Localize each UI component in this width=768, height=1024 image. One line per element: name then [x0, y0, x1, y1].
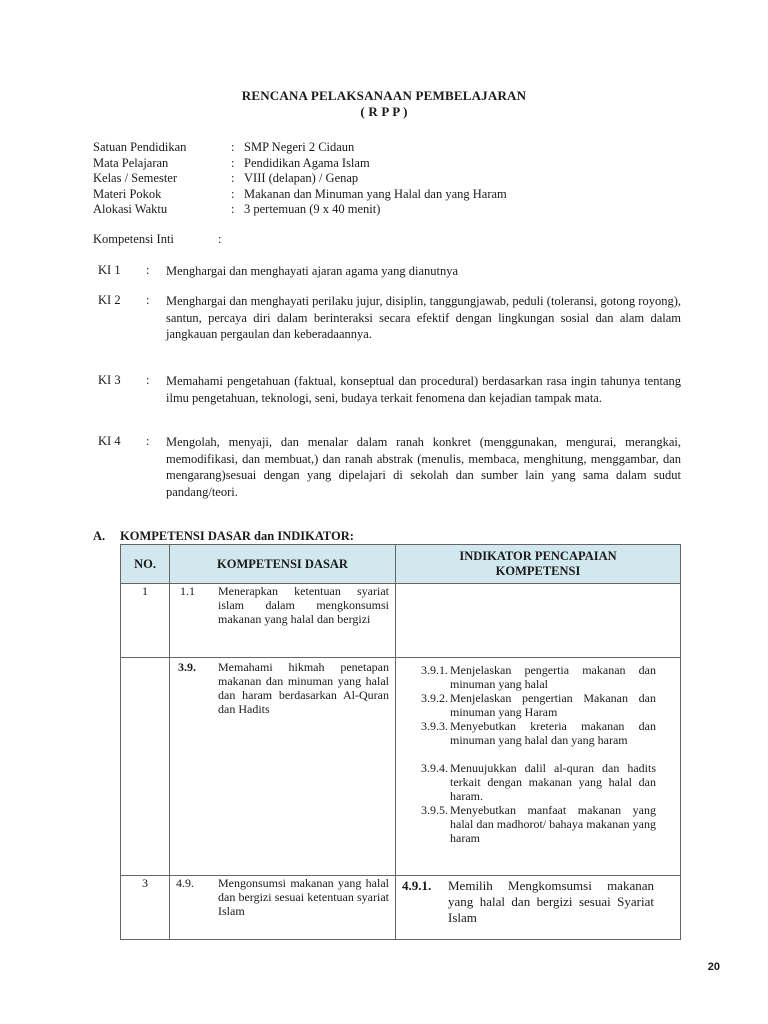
ki-text: Menghargai dan menghayati perilaku jujur, disiplin, tanggungjawab, peduli (toleransi, gotong royong), santun, percaya diri dalam berinteraksi secara efektif dengan lingkungan sosial dan alam dalam jangkauan pergaulan dan keberadaannya. — [166, 294, 681, 341]
indicator-text: Menyebutkan kreteria makanan dan minuman yang halal dan yang haram — [450, 719, 656, 747]
identity-sep: : — [231, 202, 235, 216]
ki-text: Memahami pengetahuan (faktual, konseptual dan procedural) berdasarkan rasa ingin tahunya tentang ilmu pengetahuan, teknologi, seni, budaya terkait fenomena dan kejadian tampak mata. — [166, 374, 681, 405]
ki-sep: : — [146, 263, 150, 277]
identity-label: Materi Pokok — [93, 186, 162, 201]
kd-text: Memahami hikmah penetapan makanan dan minuman yang halal dan haram berdasarkan Al-Quran dan Hadits — [218, 660, 389, 716]
kd-text: Mengonsumsi makanan yang halal dan bergizi sesuai ketentuan syariat Islam — [218, 876, 389, 918]
row-no-text: 1 — [142, 584, 148, 598]
indicator-text: Menyebutkan manfaat makanan yang halal dan madhorot/ bahaya makanan yang haram — [450, 803, 656, 845]
ki-sep: : — [146, 434, 150, 448]
indicator-item — [396, 663, 680, 691]
ki-code: KI 2 — [98, 293, 121, 307]
identity-label: Alokasi Waktu — [93, 202, 168, 216]
identity-row — [93, 156, 507, 172]
section-letter: A. — [93, 529, 106, 543]
table-row — [121, 876, 681, 940]
indicator-text: Menjelaskan pengertia makanan dan minuman yang halal — [450, 663, 656, 691]
ki-code: KI 1 — [98, 263, 121, 277]
kompetensi-inti-heading — [93, 231, 221, 247]
indicator-item — [396, 691, 680, 719]
identity-row — [93, 187, 507, 203]
kd-text: Menerapkan ketentuan syariat islam dalam mengkonsumsi makanan yang halal dan bergizi — [218, 584, 389, 626]
identity-label: Satuan Pendidikan — [93, 140, 187, 154]
indicator-number: 3.9.3. — [421, 719, 448, 733]
indicator-text: Menjelaskan pengertian Makanan dan minuman yang Haram — [450, 691, 656, 719]
indicator-number: 3.9.1. — [421, 663, 448, 677]
indicator-number: 4.9.1. — [402, 878, 432, 893]
table-row — [121, 658, 681, 876]
identity-sep: : — [231, 140, 235, 154]
table-header-row — [121, 545, 681, 584]
identity-value: SMP Negeri 2 Cidaun — [244, 140, 355, 154]
header-kompetensi-dasar: KOMPETENSI DASAR — [170, 545, 396, 584]
identity-value: Makanan dan Minuman yang Halal dan yang Haram — [244, 186, 507, 201]
title-line-2: ( R P P ) — [360, 104, 408, 119]
indicator-number: 3.9.2. — [421, 691, 448, 705]
row-no-text: 3 — [142, 876, 148, 890]
section-title: KOMPETENSI DASAR dan INDIKATOR: — [120, 529, 354, 543]
row-no — [121, 876, 170, 940]
table-row — [121, 584, 681, 658]
identity-sep: : — [231, 155, 235, 170]
kd-number: 3.9. — [178, 660, 196, 674]
row-kd — [170, 658, 396, 876]
kompetensi-table — [120, 544, 681, 940]
kompetensi-inti-label: Kompetensi Inti — [93, 232, 174, 246]
identity-block — [93, 140, 507, 218]
identity-sep: : — [231, 171, 235, 185]
header-no: NO. — [121, 545, 170, 584]
kompetensi-inti-sep: : — [218, 232, 222, 246]
identity-value: VIII (delapan) / Genap — [244, 171, 359, 185]
title-line-1: RENCANA PELAKSANAAN PEMBELAJARAN — [241, 88, 527, 103]
section-a-heading — [93, 529, 354, 544]
identity-row — [93, 202, 507, 218]
header-indikator: INDIKATOR PENCAPAIAN KOMPETENSI — [396, 545, 681, 584]
ki-code: KI 3 — [98, 373, 121, 387]
row-kd — [170, 584, 396, 658]
row-indicators — [396, 584, 681, 658]
indicator-text: Memilih Mengkomsumsi makanan yang halal dan bergizi sesuai Syariat Islam — [448, 878, 654, 925]
kd-number: 4.9. — [176, 876, 194, 890]
indicator-item — [396, 761, 680, 803]
identity-sep: : — [231, 186, 235, 201]
identity-label: Kelas / Semester — [93, 171, 178, 185]
identity-row — [93, 171, 507, 187]
ki-text: Menghargai dan menghayati ajaran agama yang dianutnya — [166, 264, 459, 278]
indicator-text: Menuujukkan dalil al-quran dan hadits terkait dengan makanan yang halal dan haram. — [450, 761, 656, 803]
kd-number: 1.1 — [180, 584, 195, 598]
identity-value: 3 pertemuan (9 x 40 menit) — [244, 202, 381, 216]
row-no — [121, 584, 170, 658]
document-title — [0, 88, 768, 120]
row-indicators — [396, 876, 681, 940]
row-no — [121, 658, 170, 876]
indicator-number: 3.9.4. — [421, 761, 448, 775]
row-indicators — [396, 658, 681, 876]
page-number: 20 — [707, 961, 720, 973]
indicator-item — [396, 878, 680, 928]
ki-sep: : — [146, 293, 150, 307]
indicator-number: 3.9.5. — [421, 803, 448, 817]
indicator-item — [396, 719, 680, 761]
identity-value: Pendidikan Agama Islam — [244, 155, 370, 170]
row-kd — [170, 876, 396, 940]
indicator-item — [396, 803, 680, 845]
identity-label: Mata Pelajaran — [93, 155, 169, 170]
ki-code: KI 4 — [98, 434, 121, 448]
ki-text: Mengolah, menyaji, dan menalar dalam ranah konkret (menggunakan, mengurai, merangkai, memodifikasi, dan membuat,) dan ranah abstrak (menulis, membaca, menghitung, menggambar, dan mengarang)sesuai dengan yang dipelajari di sekolah dan sumber lain yang sama dalam sudut pandang/teori. — [166, 435, 681, 499]
identity-row — [93, 140, 507, 156]
ki-sep: : — [146, 373, 150, 387]
